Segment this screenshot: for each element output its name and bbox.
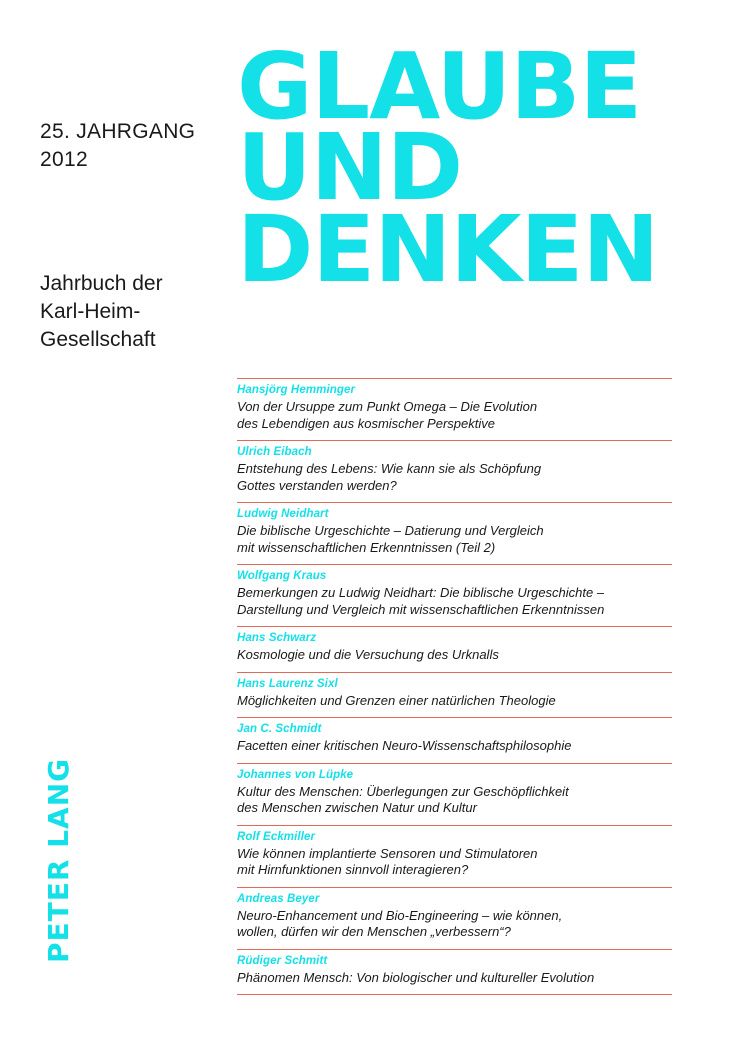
entry-title-line: Darstellung und Vergleich mit wissenschaftlichen Erkenntnissen bbox=[237, 601, 605, 617]
entry-title-line: Kosmologie und die Versuchung des Urknalls bbox=[237, 647, 499, 662]
entry-title-line: mit wissenschaftlichen Erkenntnissen (Teil 2) bbox=[237, 539, 496, 555]
list-item bbox=[237, 440, 672, 502]
entry-title-line: Facetten einer kritischen Neuro-Wissenschaftsphilosophie bbox=[237, 738, 572, 753]
entry-author: Hans Schwarz bbox=[237, 632, 317, 644]
list-item bbox=[237, 672, 672, 718]
entry-title bbox=[237, 738, 672, 755]
entry-title bbox=[237, 784, 672, 817]
entry-title bbox=[237, 908, 672, 941]
entry-title-line: Von der Ursuppe zum Punkt Omega – Die Evolution bbox=[237, 399, 538, 414]
entry-title-line: mit Hirnfunktionen sinnvoll interagieren? bbox=[237, 862, 469, 877]
entry-title-line: wollen, dürfen wir den Menschen „verbessern“? bbox=[237, 924, 511, 939]
entry-title-line: Bemerkungen zu Ludwig Neidhart: Die biblische Urgeschichte – bbox=[237, 585, 605, 600]
series-subtitle bbox=[40, 270, 230, 354]
subtitle-line-1: Jahrbuch der bbox=[40, 272, 163, 295]
journal-title bbox=[237, 33, 687, 303]
cover-left-column bbox=[40, 118, 230, 354]
list-item bbox=[237, 564, 672, 626]
entry-author: Ulrich Eibach bbox=[237, 446, 312, 458]
year-label: 2012 bbox=[40, 148, 88, 171]
entry-title bbox=[237, 970, 672, 987]
entry-title bbox=[237, 399, 672, 432]
entry-title bbox=[237, 846, 672, 879]
entry-title-line: Möglichkeiten und Grenzen einer natürlichen Theologie bbox=[237, 692, 556, 708]
title-word-denken: DENKEN bbox=[237, 195, 659, 303]
list-item bbox=[237, 626, 672, 672]
entry-title-line: Die biblische Urgeschichte – Datierung und Vergleich bbox=[237, 523, 544, 538]
title-word-und: UND bbox=[237, 114, 463, 222]
entry-title-line: Phänomen Mensch: Von biologischer und kultureller Evolution bbox=[237, 969, 595, 985]
entry-title-line: Wie können implantierte Sensoren und Stimulatoren bbox=[237, 845, 538, 861]
entry-author: Rolf Eckmiller bbox=[237, 830, 316, 843]
entry-author: Hans Laurenz Sixl bbox=[237, 677, 338, 690]
entry-title-line: Kultur des Menschen: Überlegungen zur Geschöpflichkeit bbox=[237, 783, 569, 799]
list-item bbox=[237, 378, 672, 440]
volume-label: 25. JAHRGANG bbox=[40, 120, 196, 143]
list-item bbox=[237, 502, 672, 564]
list-item bbox=[237, 887, 672, 949]
list-item bbox=[237, 825, 672, 887]
volume-block bbox=[40, 118, 230, 174]
entry-title-line: des Menschen zwischen Natur und Kultur bbox=[237, 800, 477, 815]
list-item bbox=[237, 763, 672, 825]
entry-title-line: Entstehung des Lebens: Wie kann sie als Schöpfung bbox=[237, 461, 542, 476]
entry-author: Johannes von Lüpke bbox=[237, 768, 354, 781]
entry-title bbox=[237, 693, 672, 710]
entry-author: Andreas Beyer bbox=[237, 892, 320, 905]
publisher-name bbox=[38, 745, 78, 975]
entry-title bbox=[237, 461, 672, 494]
entry-author: Ludwig Neidhart bbox=[237, 508, 329, 520]
list-item bbox=[237, 949, 672, 996]
entry-title-line: Neuro-Enhancement und Bio-Engineering – wie können, bbox=[237, 907, 563, 923]
table-of-contents bbox=[237, 378, 672, 995]
entry-title-line: Gottes verstanden werden? bbox=[237, 477, 397, 493]
title-word-glaube: GLAUBE bbox=[237, 33, 642, 140]
entry-author: Rüdiger Schmitt bbox=[237, 954, 328, 967]
entry-title-line: des Lebendigen aus kosmischer Perspektive bbox=[237, 415, 495, 431]
subtitle-line-2: Karl-Heim- bbox=[40, 300, 141, 323]
entry-author: Hansjörg Hemminger bbox=[237, 384, 356, 396]
entry-author: Jan C. Schmidt bbox=[237, 723, 322, 735]
entry-title bbox=[237, 523, 672, 556]
publisher-label: PETER LANG bbox=[42, 757, 75, 963]
list-item bbox=[237, 717, 672, 763]
entry-author: Wolfgang Kraus bbox=[237, 570, 327, 582]
entry-title bbox=[237, 647, 672, 664]
entry-title bbox=[237, 585, 672, 618]
subtitle-line-3: Gesellschaft bbox=[40, 328, 156, 351]
